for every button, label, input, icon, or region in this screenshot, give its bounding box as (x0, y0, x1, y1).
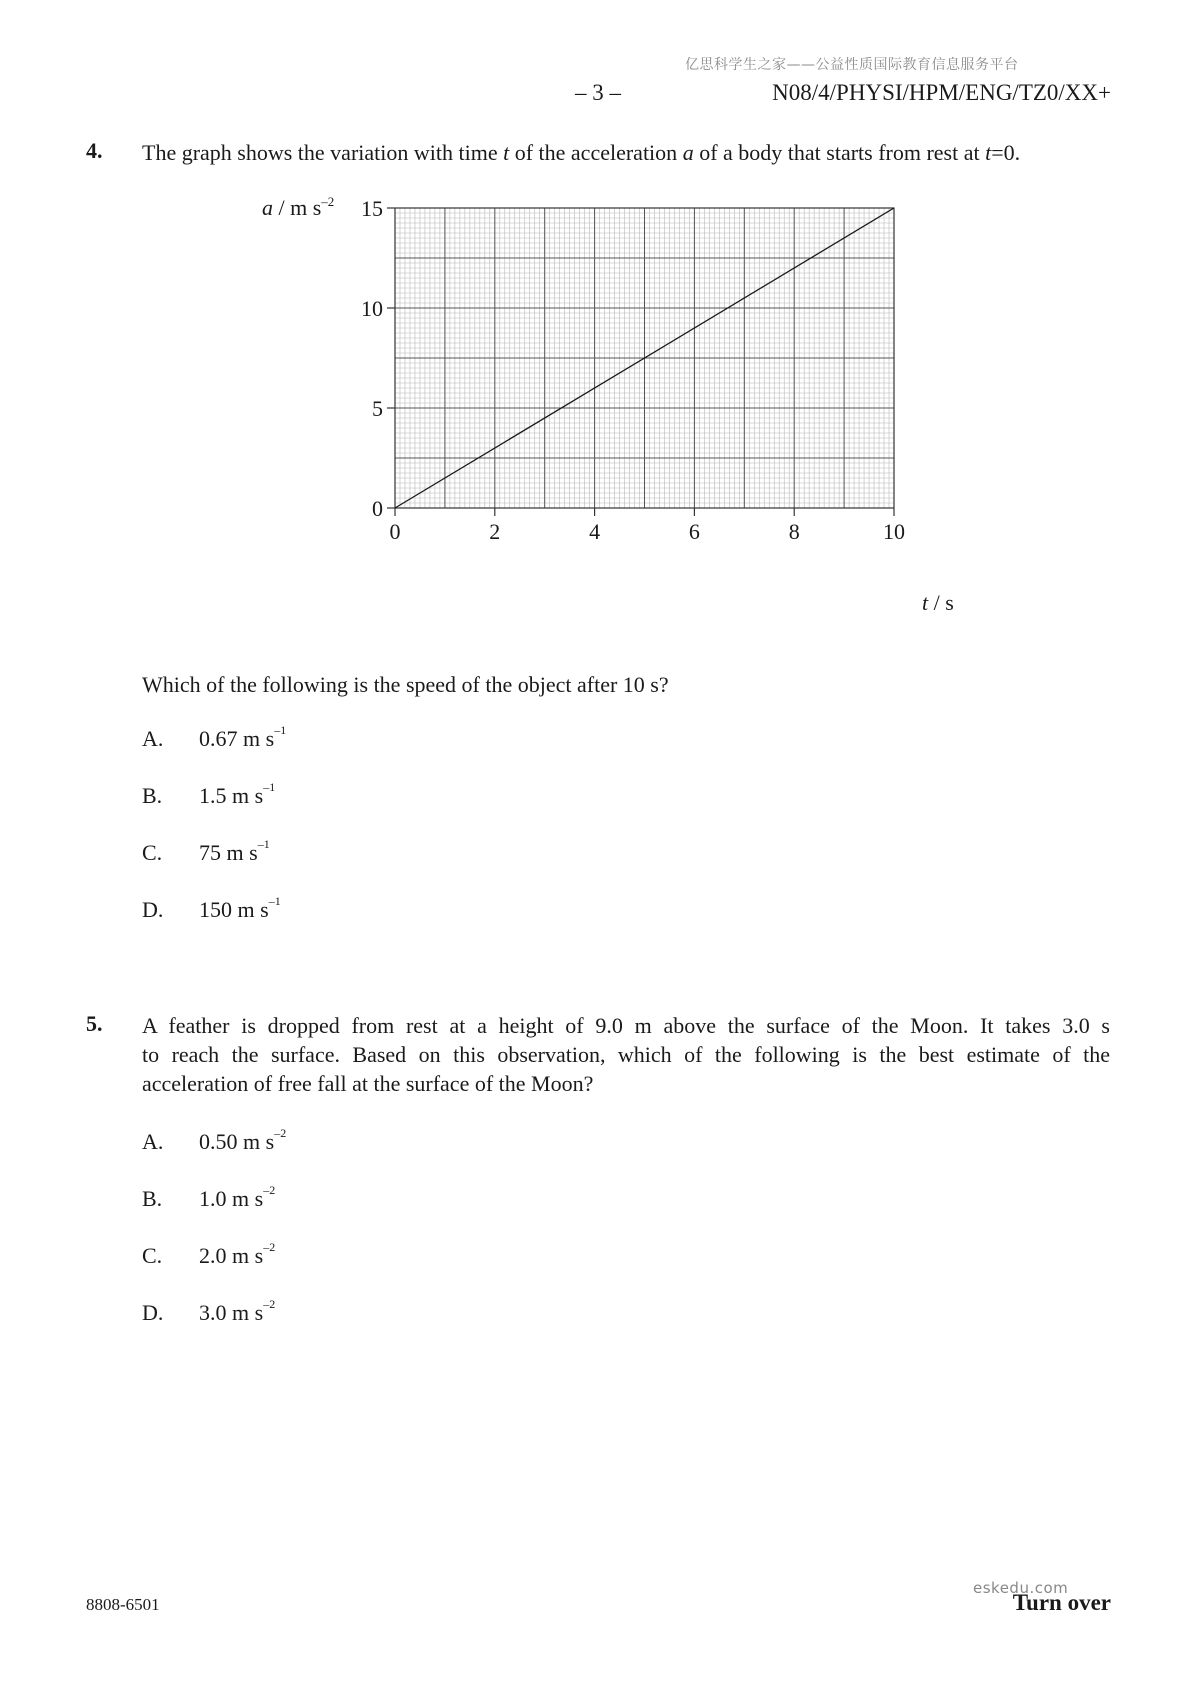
option-letter: B. (142, 783, 163, 808)
q5-line: acceleration of free fall at the surface of the Moon? (142, 1071, 594, 1096)
turn-over-label: Turn over (1012, 1590, 1111, 1615)
question-4-number: 4. (86, 138, 103, 163)
paper-code: N08/4/PHYSI/HPM/ENG/TZ0/XX+ (772, 80, 1111, 105)
q5-option-b[interactable] (142, 1183, 276, 1212)
option-letter: C. (142, 840, 163, 865)
y-tick-label: 0 (372, 496, 383, 521)
header-banner: 亿思科学生之家——公益性质国际教育信息服务平台 (685, 57, 1019, 73)
option-value: 1.0 m $s^{-2}$ (199, 1183, 276, 1211)
x-tick-label: 8 (788, 519, 800, 544)
question-5-text (142, 1011, 1110, 1098)
option-value: 3.0 m $s^{-2}$ (199, 1297, 276, 1325)
option-value: 2.0 m $s^{-2}$ (199, 1240, 276, 1268)
option-letter: D. (142, 897, 164, 922)
q4-text-var: t (985, 140, 992, 165)
option-value: 0.67 m $s^{-1}$ (199, 723, 287, 751)
y-axis-title: a / m $s^{-2}$ (262, 194, 335, 220)
q4-text-part: of the acceleration (509, 140, 683, 165)
x-tick-label: 10 (883, 519, 905, 544)
question-5-number: 5. (86, 1011, 103, 1036)
q4-text-part: of a body that starts from rest at (693, 140, 986, 165)
option-letter: C. (142, 1243, 163, 1268)
option-letter: A. (142, 1129, 164, 1154)
q5-option-d[interactable] (142, 1297, 276, 1326)
q4-text-var: a (682, 140, 694, 165)
acceleration-time-graph (240, 185, 1000, 625)
y-tick-label: 5 (372, 396, 383, 421)
y-tick-label: 10 (361, 296, 383, 321)
q4-option-a[interactable] (142, 723, 287, 752)
question-4-prompt: Which of the following is the speed of the object after 10 s? (142, 672, 669, 697)
footer-code: 8808-6501 (86, 1595, 160, 1614)
q4-text-var: t (503, 140, 510, 165)
q4-text-part: =0. (991, 140, 1021, 165)
q4-option-b[interactable] (142, 780, 276, 809)
q4-text-part: The graph shows the variation with time (142, 140, 504, 165)
x-tick-label: 2 (489, 519, 501, 544)
q4-option-d[interactable] (142, 894, 281, 923)
x-tick-label: 6 (688, 519, 700, 544)
option-letter: B. (142, 1186, 163, 1211)
option-value: 150 m $s^{-1}$ (199, 894, 281, 922)
q4-option-c[interactable] (142, 837, 270, 866)
q5-line: to reach the surface. Based on this observation, which of the following is the best estimate of the (142, 1042, 1110, 1067)
q5-option-c[interactable] (142, 1240, 276, 1269)
x-axis-title: t / s (922, 590, 954, 615)
x-tick-label: 0 (389, 519, 401, 544)
option-letter: A. (142, 726, 164, 751)
watermark: eskedu.com (973, 1579, 1069, 1597)
option-letter: D. (142, 1300, 164, 1325)
option-value: 75 m $s^{-1}$ (199, 837, 270, 865)
q5-option-a[interactable] (142, 1126, 287, 1155)
q5-line: A feather is dropped from rest at a height of 9.0 m above the surface of the Moon. It takes 3.0 s (142, 1013, 1110, 1038)
question-4-text (142, 138, 1020, 167)
page-number: – 3 – (575, 80, 621, 105)
y-tick-label: 15 (361, 196, 383, 221)
x-tick-label: 4 (589, 519, 601, 544)
option-value: 0.50 m $s^{-2}$ (199, 1126, 287, 1154)
option-value: 1.5 m $s^{-1}$ (199, 780, 276, 808)
